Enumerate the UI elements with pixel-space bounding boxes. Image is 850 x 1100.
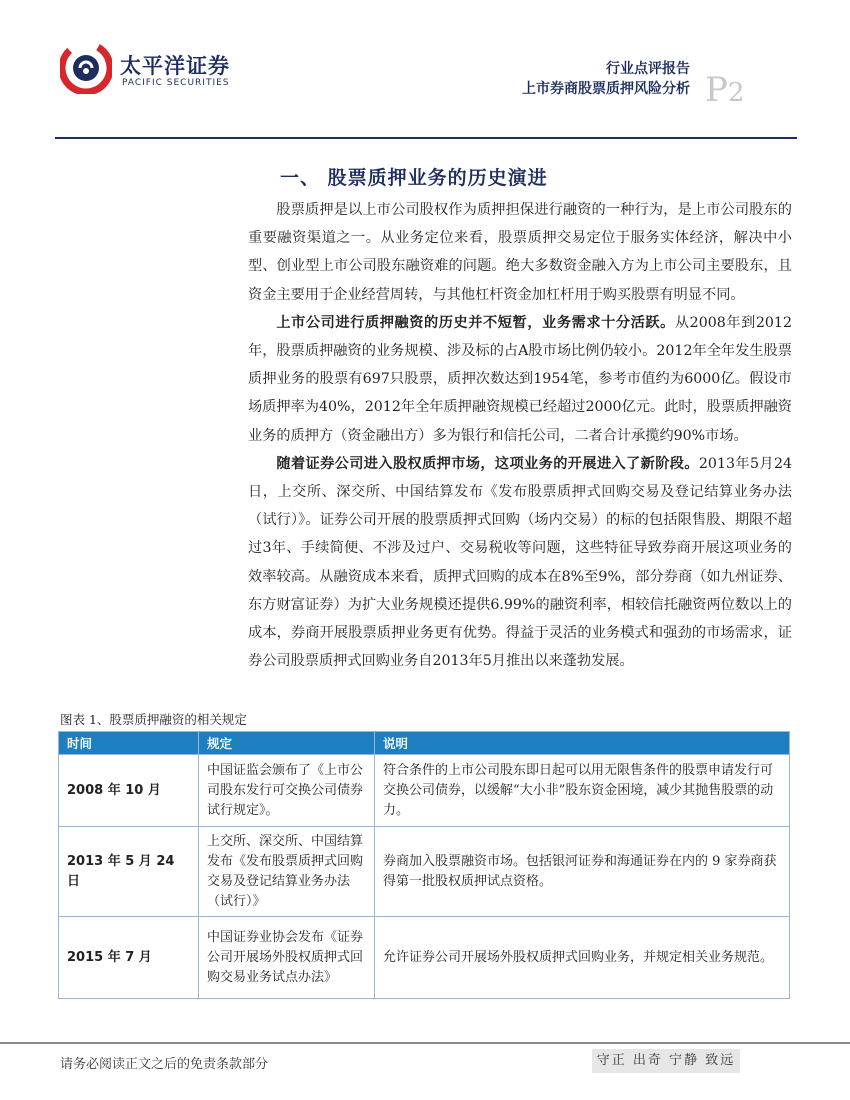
row-date: 2013 年 5 月 24 日 xyxy=(59,827,199,917)
figure-caption: 图表 1、股票质押融资的相关规定 xyxy=(60,712,247,727)
paragraph-3 xyxy=(248,450,792,676)
page-header xyxy=(0,0,850,140)
page-number xyxy=(705,70,744,110)
table-row xyxy=(59,755,790,827)
logo-english-name: PACIFIC SECURITIES xyxy=(122,78,230,88)
header-time: 时间 xyxy=(59,732,199,755)
table-row xyxy=(59,917,790,999)
company-motto: 守正 出奇 宁静 致远 xyxy=(592,1049,740,1073)
header-regulation: 规定 xyxy=(199,732,375,755)
row-description: 允许证券公司开展场外股权质押式回购业务，并规定相关业务规范。 xyxy=(375,917,790,999)
paragraph-2-lead: 上市公司进行质押融资的历史并不短暂，业务需求十分活跃。 xyxy=(276,314,675,331)
page-number-value: 2 xyxy=(727,78,745,108)
disclaimer-text: 请务必阅读正文之后的免责条款部分 xyxy=(60,1057,269,1072)
paragraph-3-lead: 随着证券公司进入股权质押市场，这项业务的开展进入了新阶段。 xyxy=(276,455,699,472)
paragraph-2 xyxy=(248,309,792,450)
logo-chinese-name: 太平洋证券 xyxy=(120,54,230,78)
pacific-securities-logo-icon xyxy=(60,42,112,94)
report-type: 行业点评报告 xyxy=(606,61,690,77)
footer-divider xyxy=(0,1042,850,1044)
header-description: 说明 xyxy=(375,732,790,755)
table-row xyxy=(59,827,790,917)
paragraph-2-body: 从2008年到2012年，股票质押融资的业务规模、涉及标的占A股市场比例仍较小。2012年全年发生股票质押业务的股票有697只股票，质押次数达到1954笔，参考市值约为6000亿。假设市场质押率为40%，2012年全年质押融资规模已经超过2000亿元。此时，股票质押融资业务的质押方（资金融出方）多为银行和信托公司，二者合计承揽约90%市场。 xyxy=(248,314,792,444)
row-description: 券商加入股票融资市场。包括银河证券和海通证券在内的 9 家券商获得第一批股权质押试点资格。 xyxy=(375,827,790,917)
row-regulation: 上交所、深交所、中国结算发布《发布股票质押式回购交易及登记结算业务办法（试行）》 xyxy=(199,827,375,917)
row-date: 2008 年 10 月 xyxy=(59,755,199,827)
section-title: 一、 股票质押业务的历史演进 xyxy=(280,167,548,189)
row-regulation: 中国证券业协会发布《证券公司开展场外股权质押式回购交易业务试点办法》 xyxy=(199,917,375,999)
page-prefix: P xyxy=(705,70,728,110)
body-text xyxy=(248,196,792,675)
header-divider xyxy=(55,137,797,139)
row-regulation: 中国证监会颁布了《上市公司股东发行可交换公司债券试行规定》。 xyxy=(199,755,375,827)
regulations-table xyxy=(58,731,790,999)
company-logo xyxy=(60,42,260,102)
row-description: 符合条件的上市公司股东即日起可以用无限售条件的股票申请发行可交换公司债券，以缓解“大小非”股东资金困境，减少其抛售股票的动力。 xyxy=(375,755,790,827)
paragraph-3-body: 2013年5月24日，上交所、深交所、中国结算发布《发布股票质押式回购交易及登记结算业务办法（试行）》。证券公司开展的股票质押式回购（场内交易）的标的包括限售股、期限不超过3年、手续简便、不涉及过户、交易税收等问题，这些特征导致券商开展这项业务的效率较高。从融资成本来看，质押式回购的成本在8%至9%，部分券商（如九州证券、东方财富证券）为扩大业务规模还提供6.99%的融资利率，相较信托融资两位数以上的成本，券商开展股票质押业务更有优势。得益于灵活的业务模式和强劲的市场需求，证券公司股票质押式回购业务自2013年5月推出以来蓬勃发展。 xyxy=(248,455,792,670)
report-title: 上市券商股票质押风险分析 xyxy=(522,81,690,97)
row-date: 2015 年 7 月 xyxy=(59,917,199,999)
paragraph-1: 股票质押是以上市公司股权作为质押担保进行融资的一种行为，是上市公司股东的重要融资渠道之一。从业务定位来看，股票质押交易定位于服务实体经济，解决中小型、创业型上市公司股东融资难的问题。绝大多数资金融入方为上市公司主要股东，且资金主要用于企业经营周转，与其他杠杆资金加杠杆用于购买股票有明显不同。 xyxy=(248,202,792,303)
table-header-row xyxy=(59,732,790,755)
